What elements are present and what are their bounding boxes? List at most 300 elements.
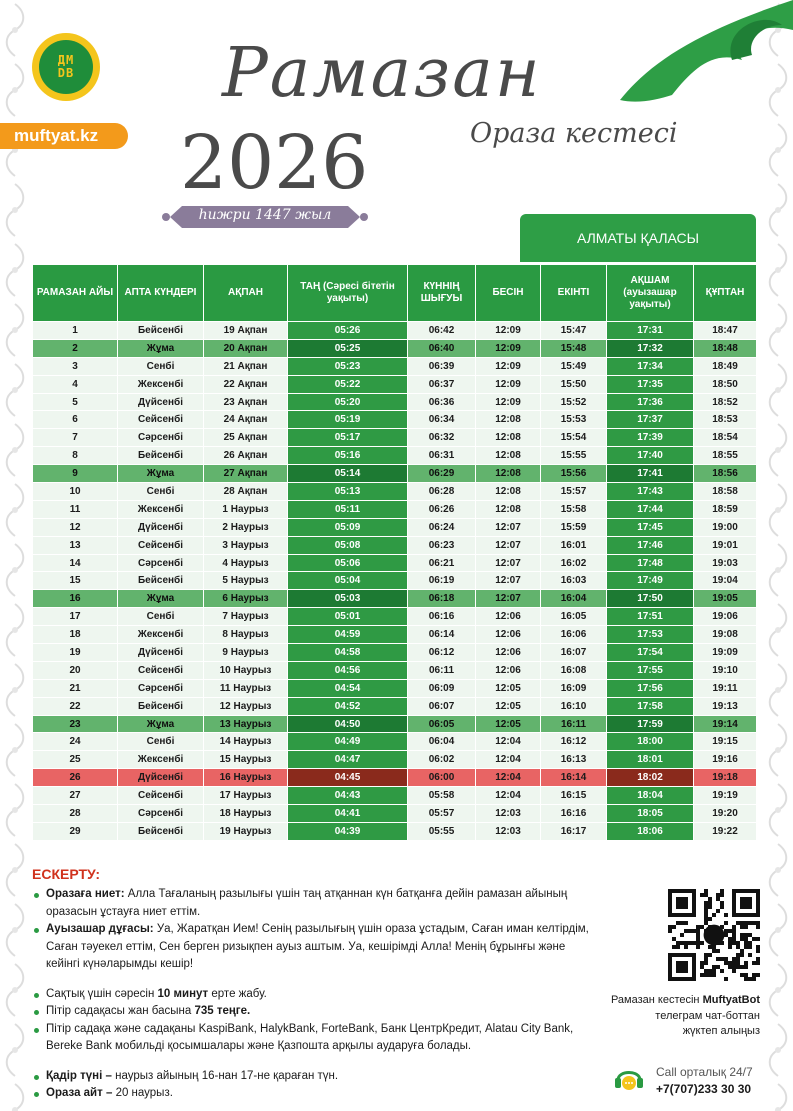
note-ait <box>32 1085 592 1103</box>
table-cell: 15:50 <box>541 375 607 393</box>
table-cell: 12:04 <box>476 787 541 805</box>
table-cell: Сейсенбі <box>118 787 204 805</box>
table-cell: Жұма <box>118 465 204 483</box>
table-cell: Сәрсенбі <box>118 679 204 697</box>
table-row <box>33 679 757 697</box>
notes-list <box>32 886 592 1103</box>
table-cell: 16:08 <box>541 661 607 679</box>
table-row <box>33 805 757 823</box>
table-cell: 06:21 <box>408 554 476 572</box>
table-cell: 18:49 <box>694 357 757 375</box>
table-cell: 06:42 <box>408 322 476 340</box>
table-cell: 04:50 <box>288 715 408 733</box>
table-cell: 05:16 <box>288 447 408 465</box>
col-isha: ҚҰПТАН <box>694 265 757 322</box>
table-row <box>33 769 757 787</box>
table-row <box>33 572 757 590</box>
table-cell: 12 Наурыз <box>204 697 288 715</box>
table-cell: 19 <box>33 644 118 662</box>
table-cell: 19:08 <box>694 626 757 644</box>
table-cell: Бейсенбі <box>118 447 204 465</box>
table-cell: 04:49 <box>288 733 408 751</box>
table-cell: 17:40 <box>607 447 694 465</box>
table-cell: 18:48 <box>694 339 757 357</box>
bot-note-line3: жүктеп алыңыз <box>682 1025 760 1037</box>
table-cell: 06:24 <box>408 518 476 536</box>
table-cell: 06:23 <box>408 536 476 554</box>
table-cell: 4 Наурыз <box>204 554 288 572</box>
table-cell: 17:48 <box>607 554 694 572</box>
table-cell: 16:02 <box>541 554 607 572</box>
table-cell: 06:26 <box>408 500 476 518</box>
table-cell: 15 Наурыз <box>204 751 288 769</box>
logo-emblem <box>39 40 93 94</box>
table-cell: Дүйсенбі <box>118 393 204 411</box>
table-cell: 18 <box>33 626 118 644</box>
muftyat-logo <box>32 33 100 101</box>
table-cell: 17:35 <box>607 375 694 393</box>
table-cell: 04:45 <box>288 769 408 787</box>
table-cell: 18:47 <box>694 322 757 340</box>
table-cell: 17:46 <box>607 536 694 554</box>
table-cell: 17:55 <box>607 661 694 679</box>
table-row <box>33 661 757 679</box>
table-cell: 12:09 <box>476 393 541 411</box>
table-cell: 15:54 <box>541 429 607 447</box>
table-cell: Сенбі <box>118 483 204 501</box>
table-cell: 20 <box>33 661 118 679</box>
table-cell: 17 <box>33 608 118 626</box>
table-cell: 12:09 <box>476 375 541 393</box>
table-cell: Сенбі <box>118 357 204 375</box>
table-row <box>33 465 757 483</box>
table-cell: 05:06 <box>288 554 408 572</box>
col-date: АҚПАН <box>204 265 288 322</box>
table-cell: 12:05 <box>476 679 541 697</box>
table-cell: 19:06 <box>694 608 757 626</box>
table-cell: 12:07 <box>476 554 541 572</box>
table-cell: 16:11 <box>541 715 607 733</box>
table-cell: Сенбі <box>118 733 204 751</box>
note-dua <box>32 921 592 974</box>
table-cell: 13 Наурыз <box>204 715 288 733</box>
table-cell: 05:11 <box>288 500 408 518</box>
table-cell: 12:03 <box>476 822 541 840</box>
note-fitr <box>32 1003 592 1021</box>
table-cell: 23 <box>33 715 118 733</box>
table-cell: 05:08 <box>288 536 408 554</box>
note-sahur-bold: 10 минут <box>157 987 209 1000</box>
table-cell: 06:28 <box>408 483 476 501</box>
col-fajr: ТАҢ (Сәресі бітетін уақыты) <box>288 265 408 322</box>
table-cell: 19:19 <box>694 787 757 805</box>
table-cell: 7 Наурыз <box>204 608 288 626</box>
table-cell: Сейсенбі <box>118 411 204 429</box>
col-dhuhr: БЕСІН <box>476 265 541 322</box>
schedule-table <box>32 264 757 841</box>
table-cell: 17:51 <box>607 608 694 626</box>
table-cell: 19 Ақпан <box>204 322 288 340</box>
table-cell: Сәрсенбі <box>118 429 204 447</box>
table-cell: 06:19 <box>408 572 476 590</box>
table-cell: 06:02 <box>408 751 476 769</box>
table-cell: 16:06 <box>541 626 607 644</box>
col-weekday: АПТА КҮНДЕРІ <box>118 265 204 322</box>
table-cell: 18:55 <box>694 447 757 465</box>
table-cell: 22 <box>33 697 118 715</box>
table-cell: 12:07 <box>476 518 541 536</box>
title-year: 2026 <box>180 120 369 206</box>
table-cell: Бейсенбі <box>118 822 204 840</box>
table-cell: 18:00 <box>607 733 694 751</box>
table-cell: 17:36 <box>607 393 694 411</box>
table-cell: 15:55 <box>541 447 607 465</box>
table-cell: 12:08 <box>476 429 541 447</box>
note-dua-text: Уа, Жаратқан Ием! Сенің разылығың үшін ораза ұстадым, Саған иман келтірдім, Саған тәуекел еттім, Сен берген ризықпен ауыз аштым. Уа, кешірімді Алла! Менің бұрынғы және кейінгі күнәларымды кешір! <box>46 923 589 970</box>
table-cell: 8 Наурыз <box>204 626 288 644</box>
table-cell: 23 Ақпан <box>204 393 288 411</box>
table-cell: 16:09 <box>541 679 607 697</box>
table-cell: 06:04 <box>408 733 476 751</box>
table-cell: 12:05 <box>476 715 541 733</box>
table-cell: 15 <box>33 572 118 590</box>
table-cell: Дүйсенбі <box>118 769 204 787</box>
table-cell: 14 Наурыз <box>204 733 288 751</box>
table-cell: Дүйсенбі <box>118 518 204 536</box>
table-cell: 13 <box>33 536 118 554</box>
call-label: Call орталық 24/7 <box>656 1065 753 1079</box>
title-ramadan: Рамазан <box>222 34 542 113</box>
table-cell: Бейсенбі <box>118 697 204 715</box>
table-cell: 16:12 <box>541 733 607 751</box>
table-cell: 16:10 <box>541 697 607 715</box>
table-cell: 19:18 <box>694 769 757 787</box>
note-banks <box>32 1021 592 1056</box>
table-cell: 16:16 <box>541 805 607 823</box>
table-cell: Жұма <box>118 339 204 357</box>
table-cell: 04:59 <box>288 626 408 644</box>
table-row <box>33 644 757 662</box>
table-row <box>33 322 757 340</box>
table-cell: Сейсенбі <box>118 536 204 554</box>
table-cell: Жұма <box>118 590 204 608</box>
table-cell: 05:20 <box>288 393 408 411</box>
ornament-pattern-right <box>763 0 793 1111</box>
table-cell: 06:12 <box>408 644 476 662</box>
table-cell: 5 Наурыз <box>204 572 288 590</box>
table-cell: 06:37 <box>408 375 476 393</box>
table-cell: 04:43 <box>288 787 408 805</box>
table-row <box>33 751 757 769</box>
table-cell: 05:17 <box>288 429 408 447</box>
note-qadr <box>32 1068 592 1086</box>
table-cell: 14 <box>33 554 118 572</box>
table-cell: 18:02 <box>607 769 694 787</box>
table-cell: 17:59 <box>607 715 694 733</box>
table-row <box>33 697 757 715</box>
table-cell: 12:09 <box>476 322 541 340</box>
table-cell: 3 Наурыз <box>204 536 288 554</box>
table-row <box>33 787 757 805</box>
table-cell: 06:07 <box>408 697 476 715</box>
table-row <box>33 339 757 357</box>
table-cell: 19:03 <box>694 554 757 572</box>
table-cell: Жұма <box>118 715 204 733</box>
bot-note-pre: Рамазан кестесін <box>610 994 700 1006</box>
table-cell: 17:41 <box>607 465 694 483</box>
table-cell: 12:09 <box>476 339 541 357</box>
table-cell: 19:09 <box>694 644 757 662</box>
table-cell: 3 <box>33 357 118 375</box>
table-cell: 22 Ақпан <box>204 375 288 393</box>
note-fitr-bold: 735 теңге. <box>194 1005 251 1017</box>
note-ait-label: Ораза айт – <box>46 1087 113 1099</box>
table-row <box>33 393 757 411</box>
table-cell: 8 <box>33 447 118 465</box>
table-cell: 18:50 <box>694 375 757 393</box>
table-cell: 06:32 <box>408 429 476 447</box>
table-cell: 9 Наурыз <box>204 644 288 662</box>
table-cell: 06:31 <box>408 447 476 465</box>
note-niet-text: Алла Тағаланың разылығы үшін таң атқаннан күн батқанға дейін рамазан айының оразасын ұстауға ниет еттім. <box>46 888 568 918</box>
table-cell: 12:07 <box>476 536 541 554</box>
table-row <box>33 554 757 572</box>
table-cell: 17:49 <box>607 572 694 590</box>
table-cell: 19:14 <box>694 715 757 733</box>
schedule-body <box>33 322 757 841</box>
note-qadr-label: Қадір түні – <box>46 1069 112 1082</box>
table-cell: 04:39 <box>288 822 408 840</box>
table-cell: 19:11 <box>694 679 757 697</box>
note-sahur-post: ерте жабу. <box>211 987 267 1000</box>
table-cell: Сейсенбі <box>118 661 204 679</box>
table-cell: 17:56 <box>607 679 694 697</box>
ornament-pattern-left <box>0 0 30 1111</box>
table-cell: 06:11 <box>408 661 476 679</box>
table-row <box>33 483 757 501</box>
table-cell: 15:56 <box>541 465 607 483</box>
table-cell: 06:16 <box>408 608 476 626</box>
table-cell: 16:05 <box>541 608 607 626</box>
table-cell: 06:39 <box>408 357 476 375</box>
table-cell: 12:06 <box>476 644 541 662</box>
table-row <box>33 536 757 554</box>
bot-name[interactable]: MuftyatBot <box>702 994 760 1006</box>
table-cell: 17:50 <box>607 590 694 608</box>
table-cell: 19:13 <box>694 697 757 715</box>
table-cell: 06:00 <box>408 769 476 787</box>
table-cell: 12:04 <box>476 751 541 769</box>
table-cell: 05:04 <box>288 572 408 590</box>
table-row <box>33 447 757 465</box>
table-cell: 17:31 <box>607 322 694 340</box>
notes-title: ЕСКЕРТУ: <box>32 866 101 882</box>
table-cell: 19 Наурыз <box>204 822 288 840</box>
table-cell: 12:07 <box>476 572 541 590</box>
table-cell: 17:45 <box>607 518 694 536</box>
table-cell: 26 <box>33 769 118 787</box>
table-cell: 12:04 <box>476 733 541 751</box>
table-cell: 26 Ақпан <box>204 447 288 465</box>
table-cell: 05:01 <box>288 608 408 626</box>
table-cell: 06:29 <box>408 465 476 483</box>
note-fitr-pre: Пітір садақасы жан басына <box>46 1005 192 1017</box>
table-cell: Бейсенбі <box>118 322 204 340</box>
table-cell: 12:08 <box>476 411 541 429</box>
title-subtitle: Ораза кестесі <box>470 118 678 149</box>
table-cell: 12:08 <box>476 500 541 518</box>
call-center <box>656 1064 753 1098</box>
table-cell: 2 <box>33 339 118 357</box>
table-cell: 24 <box>33 733 118 751</box>
headset-icon <box>612 1062 646 1096</box>
note-sahur-pre: Сақтық үшін сәресін <box>46 987 155 1000</box>
table-row <box>33 715 757 733</box>
table-cell: 05:14 <box>288 465 408 483</box>
note-qadr-text: наурыз айының 16-нан 17-не қараған түн. <box>115 1069 339 1082</box>
col-ramadan-day: РАМАЗАН АЙЫ <box>33 265 118 322</box>
table-row <box>33 375 757 393</box>
table-cell: 17:53 <box>607 626 694 644</box>
table-cell: 17:32 <box>607 339 694 357</box>
table-cell: 16 Наурыз <box>204 769 288 787</box>
table-cell: 15:49 <box>541 357 607 375</box>
table-row <box>33 518 757 536</box>
table-cell: Дүйсенбі <box>118 644 204 662</box>
table-cell: 28 Ақпан <box>204 483 288 501</box>
table-cell: 24 Ақпан <box>204 411 288 429</box>
table-cell: 18:52 <box>694 393 757 411</box>
table-cell: 05:09 <box>288 518 408 536</box>
qr-code-icon[interactable] <box>668 889 760 981</box>
table-cell: 17:37 <box>607 411 694 429</box>
table-cell: 19:04 <box>694 572 757 590</box>
table-cell: 16:15 <box>541 787 607 805</box>
table-cell: 05:57 <box>408 805 476 823</box>
table-cell: 19:22 <box>694 822 757 840</box>
green-wave-decoration <box>612 0 793 110</box>
table-cell: 12:08 <box>476 483 541 501</box>
table-cell: 18:06 <box>607 822 694 840</box>
table-cell: 19:10 <box>694 661 757 679</box>
table-cell: 5 <box>33 393 118 411</box>
table-header-row <box>33 265 757 322</box>
table-cell: 12:06 <box>476 626 541 644</box>
table-cell: 05:58 <box>408 787 476 805</box>
table-row <box>33 608 757 626</box>
table-cell: 25 Ақпан <box>204 429 288 447</box>
table-cell: 21 Ақпан <box>204 357 288 375</box>
table-cell: Жексенбі <box>118 626 204 644</box>
table-cell: 04:47 <box>288 751 408 769</box>
table-row <box>33 357 757 375</box>
table-cell: 06:14 <box>408 626 476 644</box>
table-cell: 05:26 <box>288 322 408 340</box>
note-niet-label: Оразаға ниет: <box>46 888 125 900</box>
table-cell: 15:59 <box>541 518 607 536</box>
table-cell: 17:58 <box>607 697 694 715</box>
table-cell: 18:53 <box>694 411 757 429</box>
table-cell: 16:03 <box>541 572 607 590</box>
table-cell: 17:34 <box>607 357 694 375</box>
col-maghrib: АҚШАМ (ауызашар уақыты) <box>607 265 694 322</box>
table-cell: Сәрсенбі <box>118 805 204 823</box>
table-cell: 4 <box>33 375 118 393</box>
table-cell: 29 <box>33 822 118 840</box>
table-row <box>33 822 757 840</box>
table-cell: 9 <box>33 465 118 483</box>
table-cell: 17:54 <box>607 644 694 662</box>
call-phone[interactable]: +7(707)233 30 30 <box>656 1082 752 1096</box>
table-cell: 17 Наурыз <box>204 787 288 805</box>
bot-note <box>576 993 760 1040</box>
logo-text-top: ДМ <box>57 53 75 67</box>
table-cell: 04:52 <box>288 697 408 715</box>
logo-text-bottom: DB <box>57 66 75 80</box>
table-cell: 18:54 <box>694 429 757 447</box>
table-cell: 6 <box>33 411 118 429</box>
table-cell: 05:19 <box>288 411 408 429</box>
table-cell: Сәрсенбі <box>118 554 204 572</box>
table-cell: 16:17 <box>541 822 607 840</box>
table-cell: 15:48 <box>541 339 607 357</box>
table-cell: 06:34 <box>408 411 476 429</box>
table-cell: 19:15 <box>694 733 757 751</box>
table-cell: 16 <box>33 590 118 608</box>
table-cell: Сенбі <box>118 608 204 626</box>
col-sunrise: КҮННІҢ ШЫҒУЫ <box>408 265 476 322</box>
table-cell: 12:03 <box>476 805 541 823</box>
table-cell: 21 <box>33 679 118 697</box>
table-cell: 12:06 <box>476 608 541 626</box>
table-cell: 18:56 <box>694 465 757 483</box>
note-sahur <box>32 986 592 1004</box>
table-cell: 15:57 <box>541 483 607 501</box>
table-cell: 12:04 <box>476 769 541 787</box>
table-cell: 12:09 <box>476 357 541 375</box>
table-cell: 16:13 <box>541 751 607 769</box>
table-cell: 06:36 <box>408 393 476 411</box>
table-row <box>33 429 757 447</box>
table-row <box>33 500 757 518</box>
table-cell: 05:23 <box>288 357 408 375</box>
table-cell: 18:59 <box>694 500 757 518</box>
table-cell: Жексенбі <box>118 375 204 393</box>
table-row <box>33 733 757 751</box>
table-cell: 11 <box>33 500 118 518</box>
table-row <box>33 590 757 608</box>
bot-note-line2: телеграм чат-боттан <box>655 1009 760 1022</box>
table-cell: 05:25 <box>288 339 408 357</box>
table-cell: 12:08 <box>476 447 541 465</box>
table-cell: 11 Наурыз <box>204 679 288 697</box>
table-cell: 2 Наурыз <box>204 518 288 536</box>
table-cell: 06:18 <box>408 590 476 608</box>
table-cell: 17:43 <box>607 483 694 501</box>
table-cell: 04:56 <box>288 661 408 679</box>
hijri-year: һижри 1447 жыл <box>198 207 332 223</box>
table-cell: 12:06 <box>476 661 541 679</box>
col-asr: ЕКІНТІ <box>541 265 607 322</box>
site-link[interactable]: muftyat.kz <box>0 123 128 149</box>
table-cell: Жексенбі <box>118 751 204 769</box>
table-cell: 05:13 <box>288 483 408 501</box>
table-cell: Жексенбі <box>118 500 204 518</box>
table-cell: 16:07 <box>541 644 607 662</box>
table-cell: 18:04 <box>607 787 694 805</box>
table-cell: 15:58 <box>541 500 607 518</box>
table-cell: 12:08 <box>476 465 541 483</box>
